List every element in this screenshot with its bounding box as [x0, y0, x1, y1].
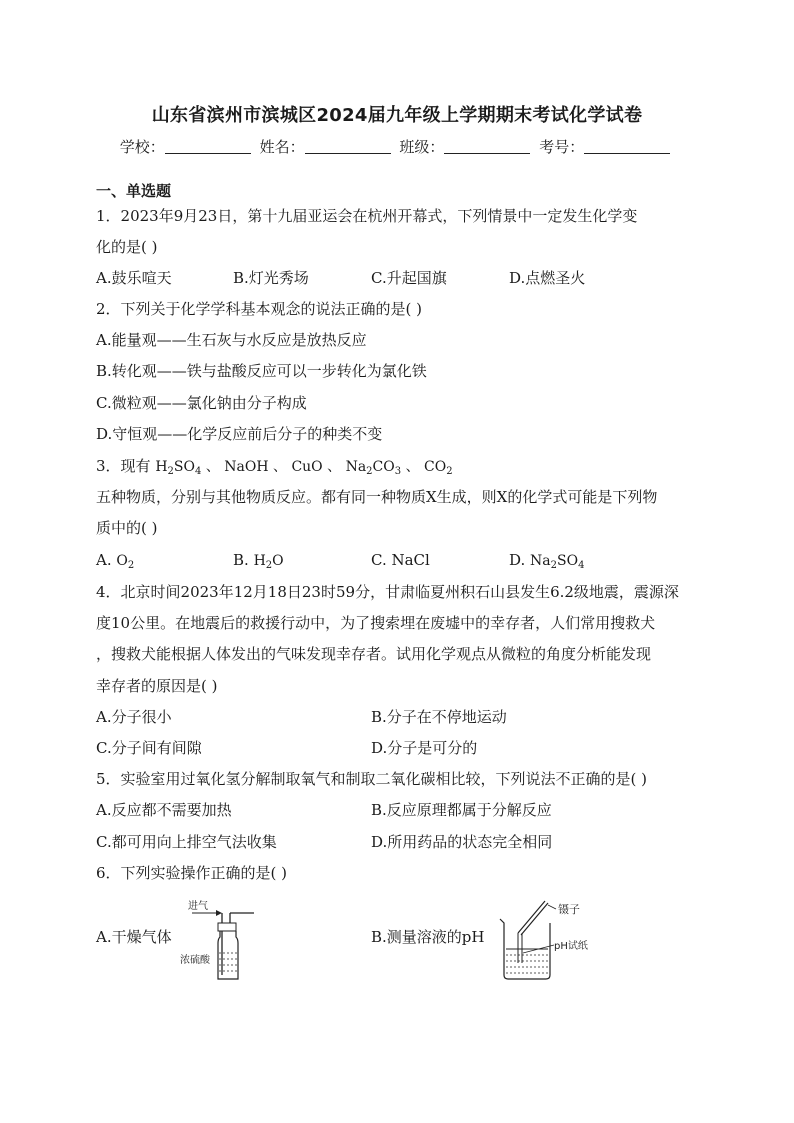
school-blank[interactable]: [165, 139, 251, 154]
class-label: 班级：: [399, 138, 445, 156]
q4-stem-line2: 度10公里。在地震后的救援行动中，为了搜索埋在废墟中的幸存者，人们常用搜救犬: [96, 614, 656, 632]
name-label: 姓名：: [259, 138, 305, 156]
fig-b-label-tweezers: 镊子: [558, 903, 580, 916]
q3-option-a[interactable]: A. $O_2$: [96, 551, 135, 571]
q2-option-a[interactable]: A.能量观——生石灰与水反应是放热反应: [96, 331, 367, 349]
q4-stem-line3: ，搜救犬能根据人体发出的气味发现幸存者。试用化学观点从微粒的角度分析能发现: [96, 645, 652, 663]
section-heading: 一、单选题: [96, 182, 172, 200]
school-label: 学校：: [119, 138, 165, 156]
q3-option-c[interactable]: C. NaCl: [371, 551, 430, 569]
fig-a-label-inlet: 进气: [188, 901, 208, 912]
q2-option-d[interactable]: D.守恒观——化学反应前后分子的种类不变: [96, 425, 383, 443]
exam-number-label: 考号：: [539, 138, 585, 156]
q3-option-d[interactable]: D. $Na_2SO_4$: [509, 551, 585, 571]
q6-option-b[interactable]: B.测量溶液的pH: [371, 928, 485, 946]
q5-option-a[interactable]: A.反应都不需要加热: [96, 801, 232, 819]
q2-option-b[interactable]: B.转化观——铁与盐酸反应可以一步转化为氯化铁: [96, 362, 427, 380]
class-blank[interactable]: [444, 139, 530, 154]
ph-measurement-figure: [490, 893, 600, 983]
q1-stem-line2: 化的是( ): [96, 238, 158, 256]
q5-option-c[interactable]: C.都可用向上排空气法收集: [96, 833, 277, 851]
q3-stem-line1: [96, 456, 453, 477]
q4-stem-line4: 幸存者的原因是( ): [96, 677, 218, 695]
q1-option-a[interactable]: A.鼓乐喧天: [96, 269, 172, 287]
q3-stem-line2: 五种物质，分别与其他物质反应。都有同一种物质X生成，则X的化学式可能是下列物: [96, 488, 658, 506]
q2-option-c[interactable]: C.微粒观——氯化钠由分子构成: [96, 394, 307, 412]
q5-option-d[interactable]: D.所用药品的状态完全相同: [371, 833, 553, 851]
q4-stem-line1: 4．北京时间2023年12月18日23时59分，甘肃临夏州积石山县发生6.2级地震，震源深: [96, 583, 679, 601]
student-info-row: [0, 136, 794, 157]
q3-option-b[interactable]: B. $H_2O$: [233, 551, 284, 571]
q4-option-d[interactable]: D.分子是可分的: [371, 739, 478, 757]
gas-drying-bottle-figure: [180, 895, 260, 985]
q6-stem: 6．下列实验操作正确的是( ): [96, 864, 288, 882]
q5-stem: 5．实验室用过氧化氢分解制取氧气和制取二氧化碳相比较，下列说法不正确的是( ): [96, 770, 648, 788]
q1-option-d[interactable]: D.点燃圣火: [509, 269, 586, 287]
q5-option-b[interactable]: B.反应原理都属于分解反应: [371, 801, 552, 819]
q4-option-a[interactable]: A.分子很小: [96, 708, 172, 726]
q1-stem-line1: 1．2023年9月23日，第十九届亚运会在杭州开幕式，下列情景中一定发生化学变: [96, 207, 638, 225]
exam-title: 山东省滨州市滨城区2024届九年级上学期期末考试化学试卷: [151, 105, 643, 126]
fig-a-label-acid: 浓硫酸: [180, 955, 210, 966]
q2-stem: 2．下列关于化学学科基本观念的说法正确的是( ): [96, 300, 423, 318]
q3-stem-line3: 质中的( ): [96, 519, 158, 537]
fig-b-label-ph-paper: pH试纸: [554, 941, 588, 952]
q3-prefix: 3．现有: [96, 457, 151, 475]
q3-substance-list: $H_2SO_4$ 、 NaOH 、 CuO 、 $Na_2CO_3$ 、 $CO_2$: [155, 459, 453, 477]
name-blank[interactable]: [305, 139, 391, 154]
q1-option-c[interactable]: C.升起国旗: [371, 269, 447, 287]
q6-option-a[interactable]: A.干燥气体: [96, 928, 172, 946]
q1-option-b[interactable]: B.灯光秀场: [233, 269, 309, 287]
exam-number-blank[interactable]: [584, 139, 670, 154]
q4-option-b[interactable]: B.分子在不停地运动: [371, 708, 507, 726]
q4-option-c[interactable]: C.分子间有间隙: [96, 739, 202, 757]
